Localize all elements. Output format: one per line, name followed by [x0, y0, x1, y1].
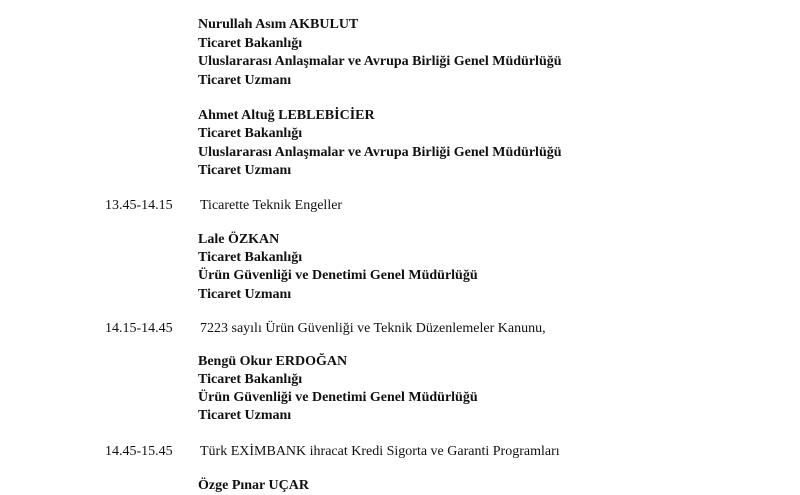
speaker-name: Özge Pınar UÇAR — [198, 478, 309, 493]
speaker-department: Ürün Güvenliği ve Denetimi Genel Müdürlüğü — [198, 268, 478, 283]
speaker-title: Ticaret Uzmanı — [198, 163, 292, 178]
speaker-title: Ticaret Uzmanı — [198, 287, 292, 302]
speaker-ministry: Ticaret Bakanlığı — [198, 372, 303, 387]
speaker-ministry: Ticaret Bakanlığı — [198, 36, 303, 51]
speaker-name: Nurullah Asım AKBULUT — [198, 17, 359, 32]
speaker-title: Ticaret Uzmanı — [198, 73, 292, 88]
speaker-department: Ürün Güvenliği ve Denetimi Genel Müdürlüğü — [198, 390, 478, 405]
session-topic: Ticarette Teknik Engeller — [200, 198, 343, 213]
speaker-department: Uluslararası Anlaşmalar ve Avrupa Birliği Genel Müdürlüğü — [198, 54, 562, 69]
speaker-name: Lale ÖZKAN — [198, 232, 280, 247]
session-topic: 7223 sayılı Ürün Güvenliği ve Teknik Düzenlemeler Kanunu, — [200, 321, 546, 336]
session-time: 14.15-14.45 — [105, 321, 173, 336]
session-topic: Türk EXİMBANK ihracat Kredi Sigorta ve Garanti Programları — [200, 444, 560, 459]
speaker-department: Uluslararası Anlaşmalar ve Avrupa Birliği Genel Müdürlüğü — [198, 145, 562, 160]
session-time: 13.45-14.15 — [105, 198, 173, 213]
speaker-name: Ahmet Altuğ LEBLEBİCİER — [198, 108, 375, 123]
session-time: 14.45-15.45 — [105, 444, 173, 459]
speaker-ministry: Ticaret Bakanlığı — [198, 250, 303, 265]
speaker-ministry: Ticaret Bakanlığı — [198, 126, 303, 141]
speaker-title: Ticaret Uzmanı — [198, 408, 292, 423]
speaker-name: Bengü Okur ERDOĞAN — [198, 354, 348, 369]
